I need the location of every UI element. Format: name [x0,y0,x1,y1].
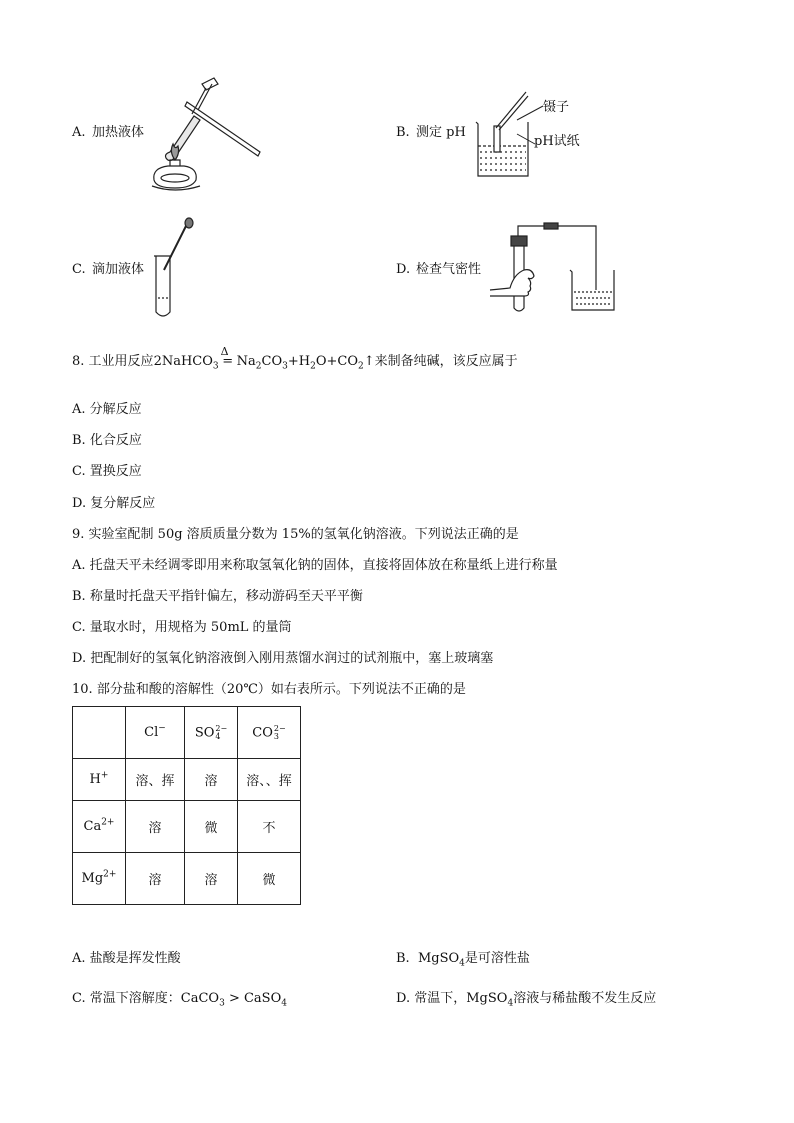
anion-chloride: Cl− [126,707,185,759]
formula-mgso4: MgSO$_4$ [466,991,514,1009]
q7-option-a-letter: A. [72,125,86,140]
anion-carbonate: CO2− 3 [238,707,301,759]
option-text: 常温下溶解度： [89,991,181,1006]
option-text: 量取水时，用规格为 50mL 的量筒 [89,620,292,635]
anion-sulfate: SO2− 4 [185,707,238,759]
q7-option-b-text: 测定 pH [416,125,466,140]
option-text: 盐酸是挥发性酸 [89,951,181,966]
cation-calcium: $Ca^{2+}$ [73,801,126,853]
option-letter: C. [72,991,86,1006]
option-text: 常温下， [414,991,467,1006]
option-text: 化合反应 [89,433,142,448]
q8-number: 8. [72,354,85,369]
table-corner-cell [73,707,126,759]
table-cell: 溶、挥 [126,759,185,801]
q8-option-d[interactable] [72,496,155,512]
table-cell: 溶 [185,853,238,905]
q8-reaction-arrow: Δ = [220,345,234,369]
q7-option-c-letter: C. [72,262,86,277]
table-cell: 微 [238,853,301,905]
q7-option-a-text: 加热液体 [92,125,145,140]
q9-option-c[interactable] [72,620,292,636]
option-text: 把配制好的氢氧化钠溶液倒入刚用蒸馏水润过的试剂瓶中，塞上玻璃塞 [90,651,494,666]
option-letter: C. [72,620,86,635]
option-text: 复分解反应 [90,496,156,511]
option-text: 置换反应 [89,464,142,479]
q9-stem-text: 实验室配制 50g 溶质质量分数为 15%的氢氧化钠溶液。下列说法正确的是 [88,527,519,542]
q7-option-c-text: 滴加液体 [92,262,145,277]
q10-option-a[interactable] [72,951,181,967]
formula-comparison: CaCO$_3$ > CaSO$_4$ [180,991,287,1009]
table-cell: 溶 [185,759,238,801]
q9-option-b[interactable] [72,589,363,605]
q10-stem [72,682,466,698]
option-letter: D. [396,991,411,1006]
option-text: 溶液与稀盐酸不发生反应 [513,991,657,1006]
option-letter: B. [72,433,86,448]
formula-mgso4: MgSO$_4$ [417,951,465,969]
option-letter: A. [72,951,86,966]
option-text: 称量时托盘天平指针偏左，移动游码至天平平衡 [89,589,363,604]
q9-number: 9. [72,527,85,542]
q9-option-a[interactable] [72,558,558,574]
ph-paper-label: pH试纸 [534,134,580,149]
cation-magnesium: $Mg^{2+}$ [73,853,126,905]
option-letter: A. [72,558,86,573]
q8-suffix: 来制备纯碱，该反应属于 [374,354,518,369]
table-header-row [73,707,301,759]
option-text: 是可溶性盐 [464,951,530,966]
q10-number: 10. [72,682,93,697]
q9-stem [72,527,519,543]
option-text: 托盘天平未经调零即用来称取氢氧化钠的固体，直接将固体放在称量纸上进行称量 [89,558,558,573]
q7-option-d-letter: D. [396,262,411,277]
option-letter: D. [72,496,87,511]
option-letter: C. [72,464,86,479]
q8-option-c[interactable] [72,464,142,480]
option-letter: D. [72,651,87,666]
q7-option-b-letter: B. [396,125,410,140]
option-letter: B. [396,951,410,966]
airtightness-check-figure [488,220,618,316]
q10-stem-text: 部分盐和酸的溶解性（20℃）如右表所示。下列说法不正确的是 [96,682,466,697]
table-row [73,801,301,853]
q8-formula-reactant: 2NaHCO$_3$ [153,354,219,372]
q7-option-d-text: 检查气密性 [416,262,482,277]
q9-option-d[interactable] [72,651,493,667]
dropping-liquid-figure [150,216,200,320]
cation-hydrogen: H+ [73,759,126,801]
table-cell: 溶 [126,853,185,905]
q10-option-b[interactable] [396,951,530,967]
q8-prefix: 工业用反应 [88,354,154,369]
q8-stem [72,345,518,372]
option-letter: A. [72,402,86,417]
table-cell: 微 [185,801,238,853]
table-cell: 溶、、挥 [238,759,301,801]
q8-option-a[interactable] [72,402,142,418]
table-cell: 不 [238,801,301,853]
q8-formula-products: $Na_2CO_3+H_2O+CO_2$ [236,354,364,372]
table-row [73,853,301,905]
option-letter: B. [72,589,86,604]
q10-option-c[interactable] [72,991,287,1007]
heat-sign: Δ [220,345,229,358]
q10-option-d[interactable] [396,991,656,1007]
table-cell: 溶 [126,801,185,853]
solubility-table [72,706,301,905]
q8-option-b[interactable] [72,433,142,449]
heating-liquid-figure [142,74,272,196]
option-text: 分解反应 [89,402,142,417]
gas-arrow-icon: ↑ [363,354,375,369]
tweezers-label: 镊子 [543,100,570,115]
table-row [73,759,301,801]
